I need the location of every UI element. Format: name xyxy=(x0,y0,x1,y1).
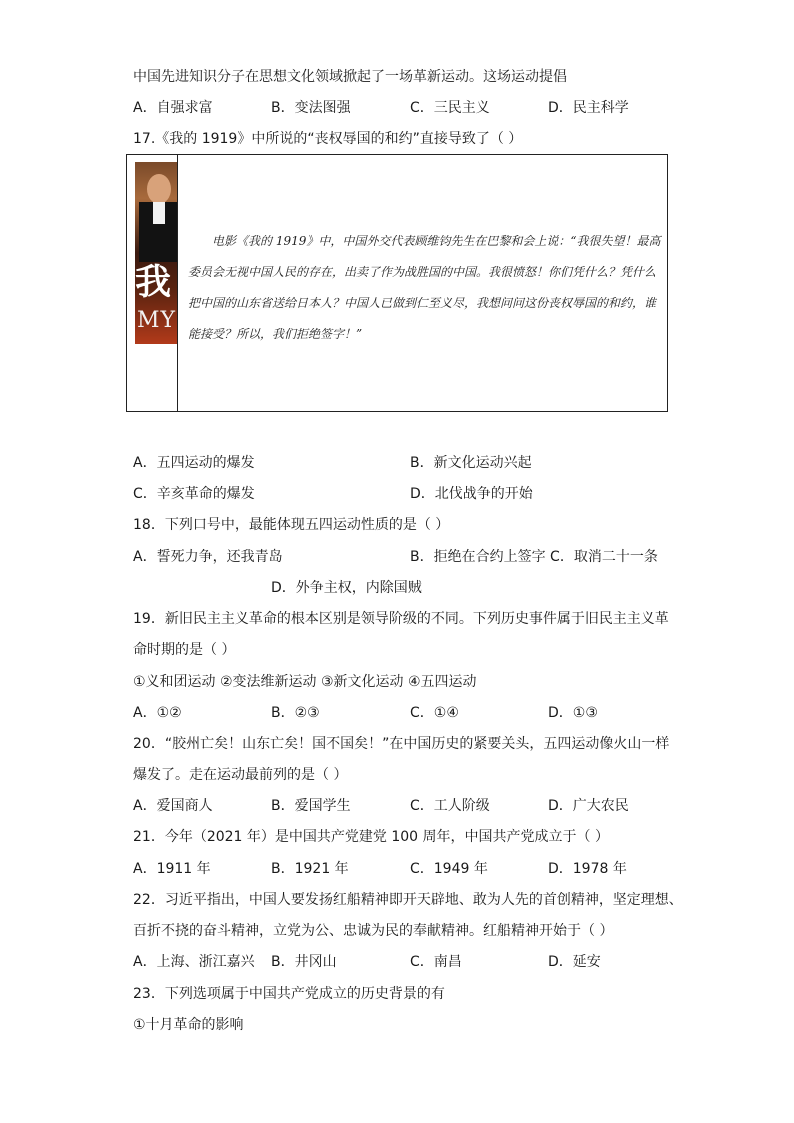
q19-option-a[interactable]: A．①② xyxy=(133,705,182,721)
q18-option-d[interactable]: D．外争主权，内除国贼 xyxy=(271,580,422,596)
q23-item-1: ①十月革命的影响 xyxy=(133,1017,244,1033)
q17-option-c[interactable]: C．辛亥革命的爆发 xyxy=(133,486,255,502)
question-19-stem-line2: 命时期的是（ ） xyxy=(133,642,236,658)
q16-option-b[interactable]: B．变法图强 xyxy=(271,100,351,116)
q19-item-list: ①义和团运动 ②变法维新运动 ③新文化运动 ④五四运动 xyxy=(133,674,477,690)
q19-option-b[interactable]: B．②③ xyxy=(271,705,320,721)
q22-option-b[interactable]: B．井冈山 xyxy=(271,954,337,970)
q18-option-b-c[interactable]: B．拒绝在合约上签字 C．取消二十一条 xyxy=(410,549,658,565)
question-21-stem: 21．今年（2021 年）是中国共产党建党 100 周年，中国共产党成立于（ ） xyxy=(133,829,609,845)
q21-option-d[interactable]: D．1978 年 xyxy=(548,861,627,877)
question-23-stem: 23．下列选项属于中国共产党成立的历史背景的有 xyxy=(133,986,445,1002)
movie-poster-image xyxy=(135,162,178,344)
question-22-stem-line2: 百折不挠的奋斗精神，立党为公、忠诚为民的奉献精神。红船精神开始于（ ） xyxy=(133,923,614,939)
actor-head-shape xyxy=(147,174,171,204)
material-box-divider xyxy=(177,154,178,412)
q21-option-b[interactable]: B．1921 年 xyxy=(271,861,349,877)
q19-option-d[interactable]: D．①③ xyxy=(548,705,598,721)
q20-option-a[interactable]: A．爱国商人 xyxy=(133,798,213,814)
q22-option-c[interactable]: C．南昌 xyxy=(410,954,462,970)
q16-option-a[interactable]: A．自强求富 xyxy=(133,100,213,116)
q21-option-c[interactable]: C．1949 年 xyxy=(410,861,488,877)
question-19-stem-line1: 19．新旧民主主义革命的根本区别是领导阶级的不同。下列历史事件属于旧民主主义革 xyxy=(133,611,669,627)
q20-option-c[interactable]: C．工人阶级 xyxy=(410,798,490,814)
q20-option-b[interactable]: B．爱国学生 xyxy=(271,798,351,814)
q17-option-a[interactable]: A．五四运动的爆发 xyxy=(133,455,255,471)
question-18-stem: 18．下列口号中，最能体现五四运动性质的是（ ） xyxy=(133,517,450,533)
question-20-stem-line2: 爆发了。走在运动最前列的是（ ） xyxy=(133,767,348,783)
q19-option-c[interactable]: C．①④ xyxy=(410,705,459,721)
question-17-stem: 17.《我的 1919》中所说的“丧权辱国的和约”直接导致了（ ） xyxy=(133,131,523,147)
q16-option-d[interactable]: D．民主科学 xyxy=(548,100,629,116)
q18-option-a[interactable]: A．誓死力争，还我青岛 xyxy=(133,549,283,565)
q16-option-c[interactable]: C．三民主义 xyxy=(410,100,490,116)
q17-option-d[interactable]: D．北伐战争的开始 xyxy=(410,486,533,502)
question-16-stem-tail: 中国先进知识分子在思想文化领域掀起了一场革新运动。这场运动提倡 xyxy=(133,69,567,85)
actor-collar-shape xyxy=(153,202,165,224)
question-20-stem-line1: 20．“胶州亡矣！山东亡矣！国不国矣！”在中国历史的紧要关头，五四运动像火山一样 xyxy=(133,736,670,752)
question-22-stem-line1: 22．习近平指出，中国人要发扬红船精神即开天辟地、敢为人先的首创精神，坚定理想、 xyxy=(133,892,683,908)
q17-option-b[interactable]: B．新文化运动兴起 xyxy=(410,455,532,471)
q21-option-a[interactable]: A．1911 年 xyxy=(133,861,211,877)
poster-english-title: MY xyxy=(137,308,177,333)
poster-title-char: 我 xyxy=(135,261,172,303)
q20-option-d[interactable]: D．广大农民 xyxy=(548,798,629,814)
q17-material-quote: 电影《我的 1919》中，中国外交代表顾维钧先生在巴黎和会上说：“我很失望！最高委员会无视中国人民的存在，出卖了作为战胜国的中国。我很愤怒！你们凭什么？凭什么把中国的山东省送给日本人？中国人已做到仁至义尽，我想问问这份丧权辱国的和约，谁能接受？所以，我们拒绝签字！” xyxy=(188,234,661,341)
q22-option-a[interactable]: A．上海、浙江嘉兴 xyxy=(133,954,255,970)
q22-option-d[interactable]: D．延安 xyxy=(548,954,601,970)
